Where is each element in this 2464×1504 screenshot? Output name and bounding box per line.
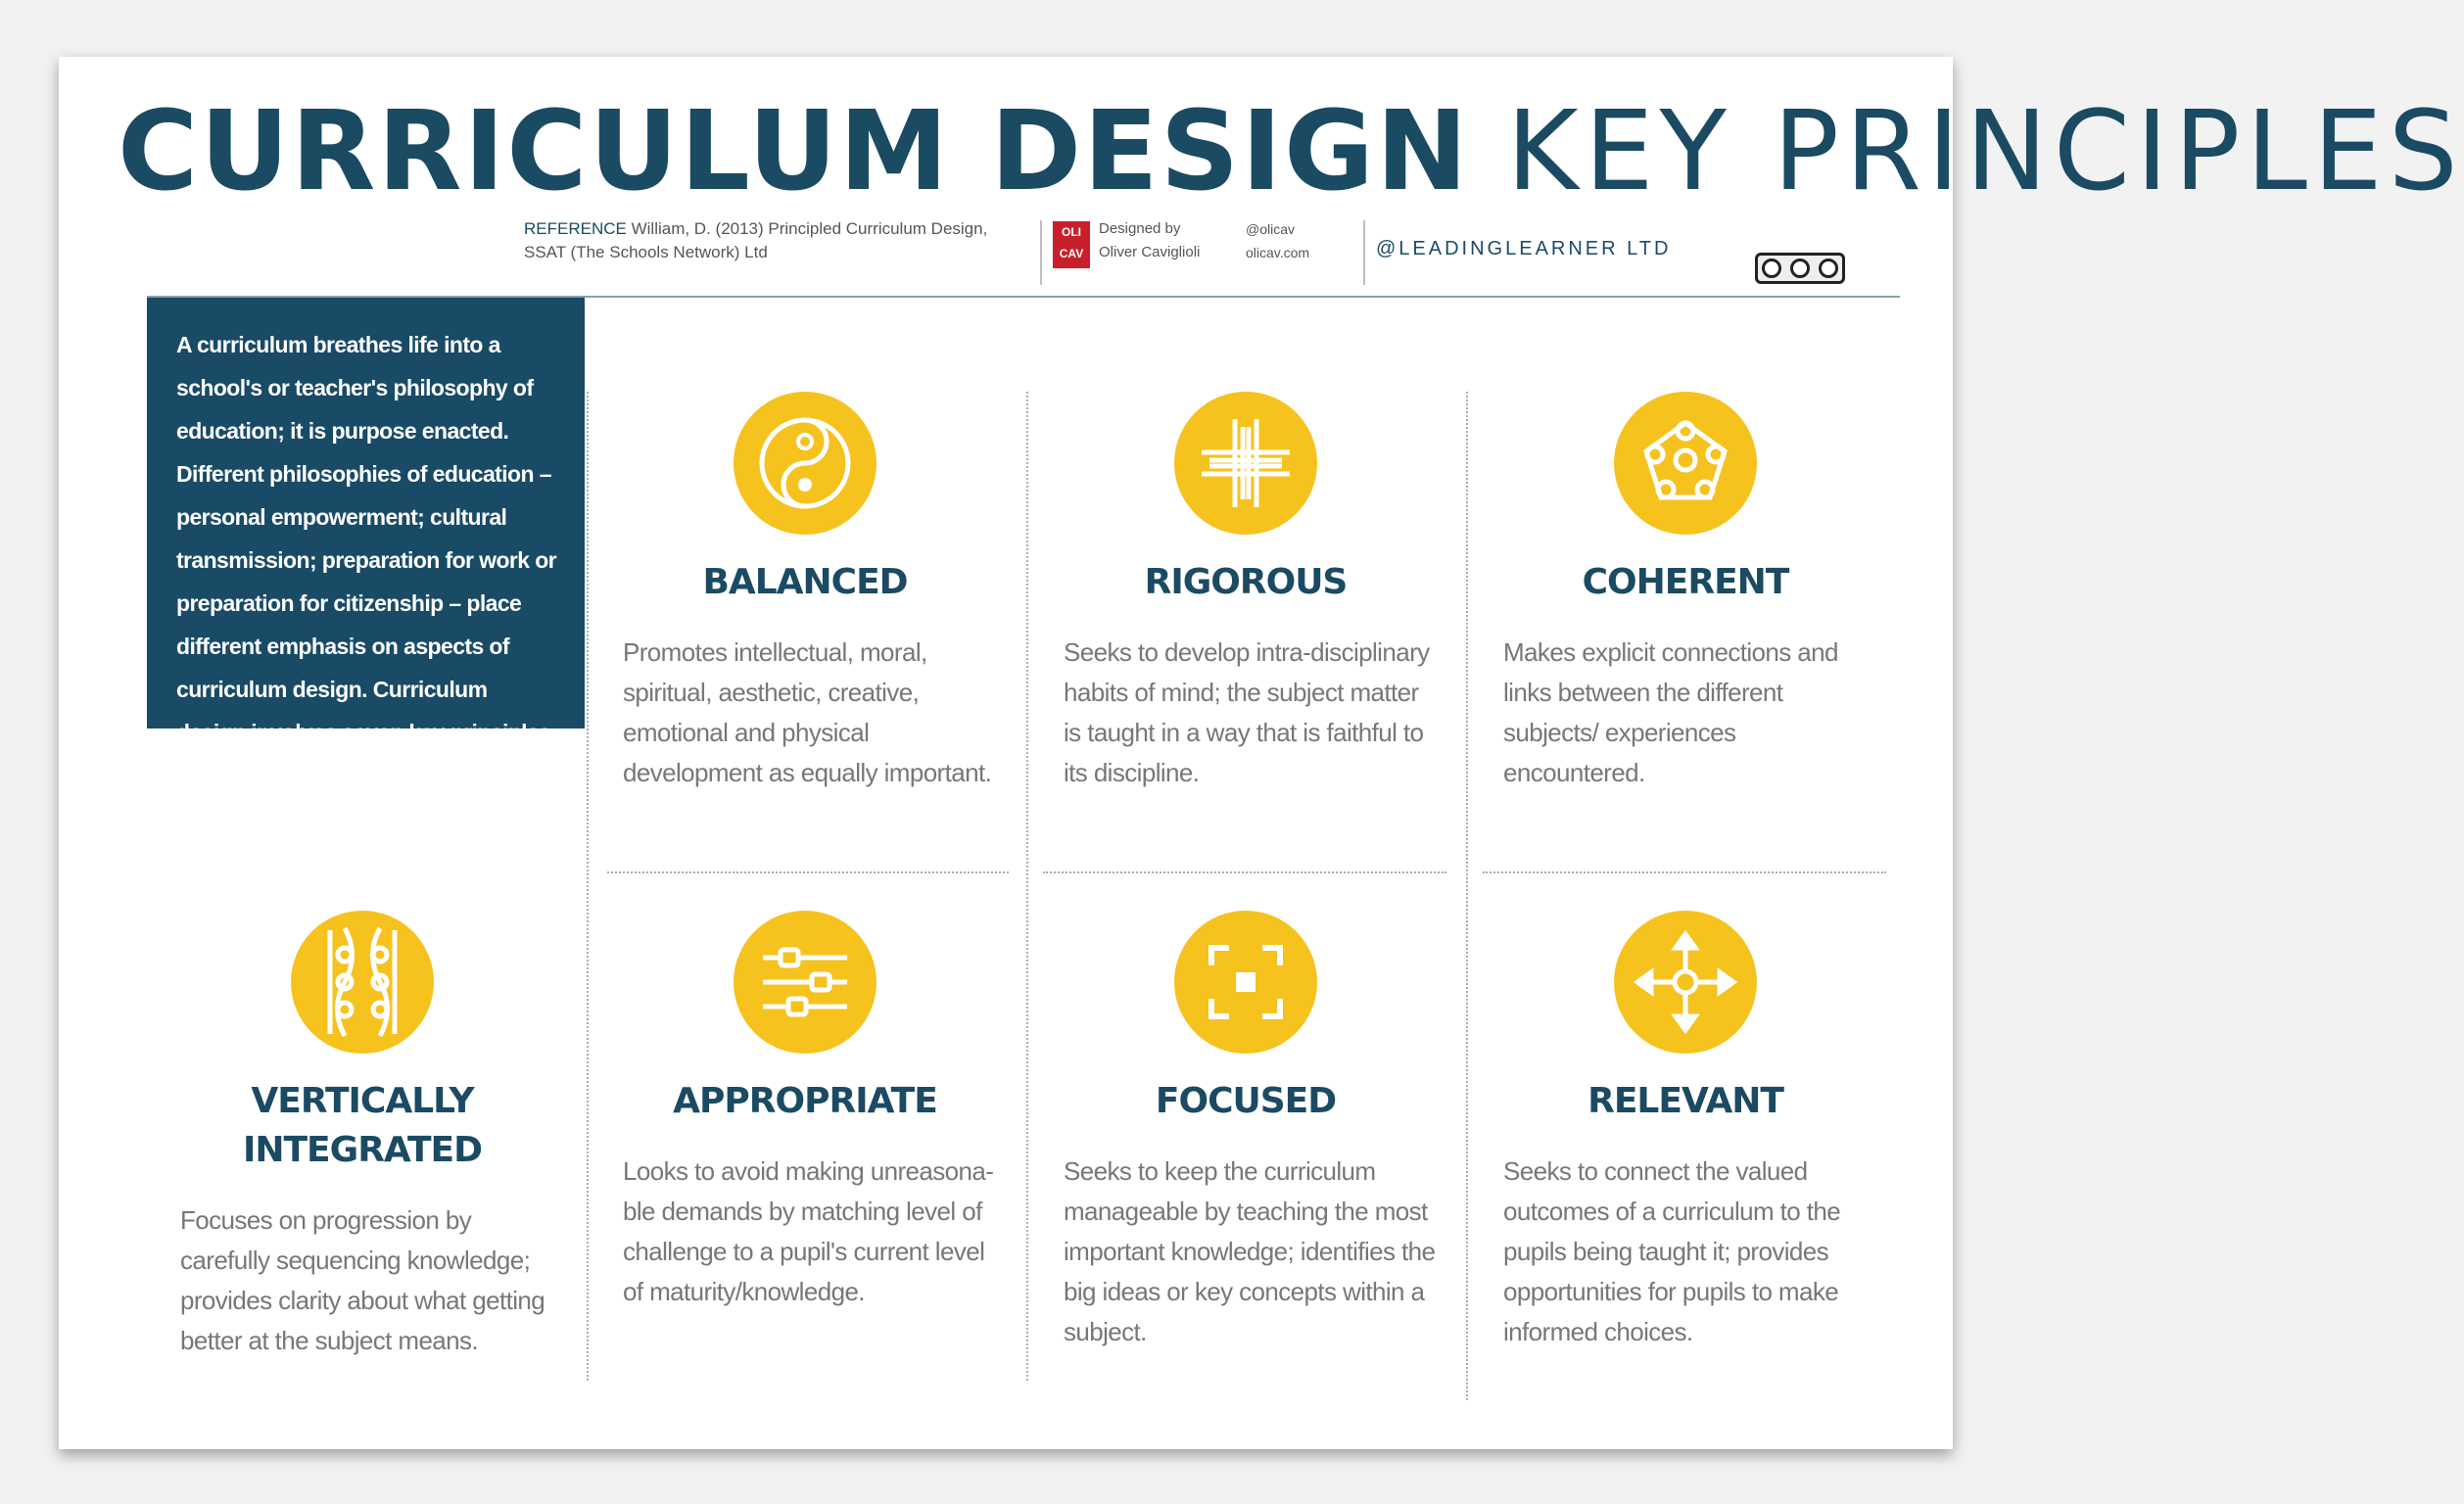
principle-card-balanced — [599, 392, 1011, 793]
logo-line1: OLI — [1062, 225, 1081, 239]
principle-card-relevant — [1480, 911, 1891, 1352]
principle-text: Seeks to keep the curriculum manageable by teaching the most important knowledge; identifies the big ideas or key concepts within a subject. — [1064, 1156, 1436, 1346]
connected-network-icon — [1614, 392, 1757, 535]
row-divider — [1483, 871, 1886, 873]
designer-line1: Designed by — [1099, 220, 1181, 237]
principle-title: BALANCED — [702, 562, 908, 602]
principle-title: FOCUSED — [1155, 1081, 1337, 1121]
yin-yang-icon — [734, 392, 877, 535]
principle-card-rigorous — [1040, 392, 1451, 793]
four-arrows-icon — [1614, 911, 1757, 1054]
reference-line1: William, D. (2013) Principled Curriculum Design, — [631, 219, 988, 238]
principle-title: COHERENT — [1582, 562, 1789, 602]
principle-text: Looks to avoid making unreasona-ble demands by matching level of challenge to a pupil's current level of maturity/knowledge. — [623, 1156, 994, 1306]
designer-handle1: @olicav — [1246, 221, 1296, 237]
page-title — [118, 88, 2464, 215]
vertical-chains-icon — [291, 911, 434, 1054]
principle-title: RELEVANT — [1587, 1081, 1783, 1121]
principle-title: RIGOROUS — [1144, 562, 1348, 602]
logo-line2: CAV — [1059, 247, 1084, 260]
principle-text: Promotes intellectual, moral, spiritual, aesthetic, creative, emotional and physical development as equally important. — [623, 637, 992, 787]
principle-text: Makes explicit connections and links between the different subjects/ experiences encountered. — [1503, 637, 1838, 787]
publisher-label: @LEADINGLEARNER LTD — [1376, 238, 1672, 259]
grid-hash-icon — [1174, 392, 1317, 535]
focus-target-icon — [1174, 911, 1317, 1054]
row-divider — [607, 871, 1009, 873]
intro-box: A curriculum breathes life into a school's or teacher's philosophy of education; it is purpose enacted. Different philosophies of education – personal empowerment; cultural transmission; preparation for work or preparation for citizenship – place different emphasis on aspects of curriculum design. Curriculum design involves seven key principles which operate in tension with each other. — [147, 298, 585, 728]
reference — [524, 217, 1014, 264]
principle-card-coherent — [1480, 392, 1891, 793]
designer-handle2: olicav.com — [1246, 245, 1310, 260]
principle-text: Seeks to connect the valued outcomes of a curriculum to the pupils being taught it; provides opportunities for pupils to make informed choices. — [1503, 1156, 1841, 1346]
column-divider — [587, 392, 589, 1381]
principle-text: Focuses on progression by carefully sequencing knowledge; provides clarity about what getting better at the subject means. — [180, 1205, 545, 1355]
meta-divider — [1040, 220, 1042, 285]
principle-title: APPROPRIATE — [673, 1081, 937, 1121]
principle-text: Seeks to develop intra-disciplinary habits of mind; the subject matter is taught in a way that is faithful to its discipline. — [1064, 637, 1430, 787]
title-bold: CURRICULUM DESIGN — [118, 88, 1470, 215]
principle-card-focused — [1040, 911, 1451, 1352]
designer-line2: Oliver Caviglioli — [1099, 244, 1201, 260]
principle-card-appropriate — [599, 911, 1011, 1312]
principle-card-vertically-integrated — [157, 911, 568, 1361]
designer-logo — [1053, 221, 1090, 268]
meta-divider-2 — [1363, 220, 1365, 285]
reference-line2: SSAT (The Schools Network) Ltd — [524, 243, 768, 261]
designer-credit — [1099, 217, 1236, 264]
principle-title: VERTICALLY INTEGRATED — [242, 1081, 483, 1170]
creative-commons-badge — [1755, 253, 1845, 284]
reference-label: REFERENCE — [524, 219, 627, 238]
sliders-icon — [734, 911, 877, 1054]
designer-handles — [1246, 217, 1339, 264]
column-divider — [1466, 392, 1468, 1400]
column-divider — [1026, 392, 1028, 1381]
title-light: KEY PRINCIPLES — [1506, 88, 2464, 215]
row-divider — [1043, 871, 1446, 873]
